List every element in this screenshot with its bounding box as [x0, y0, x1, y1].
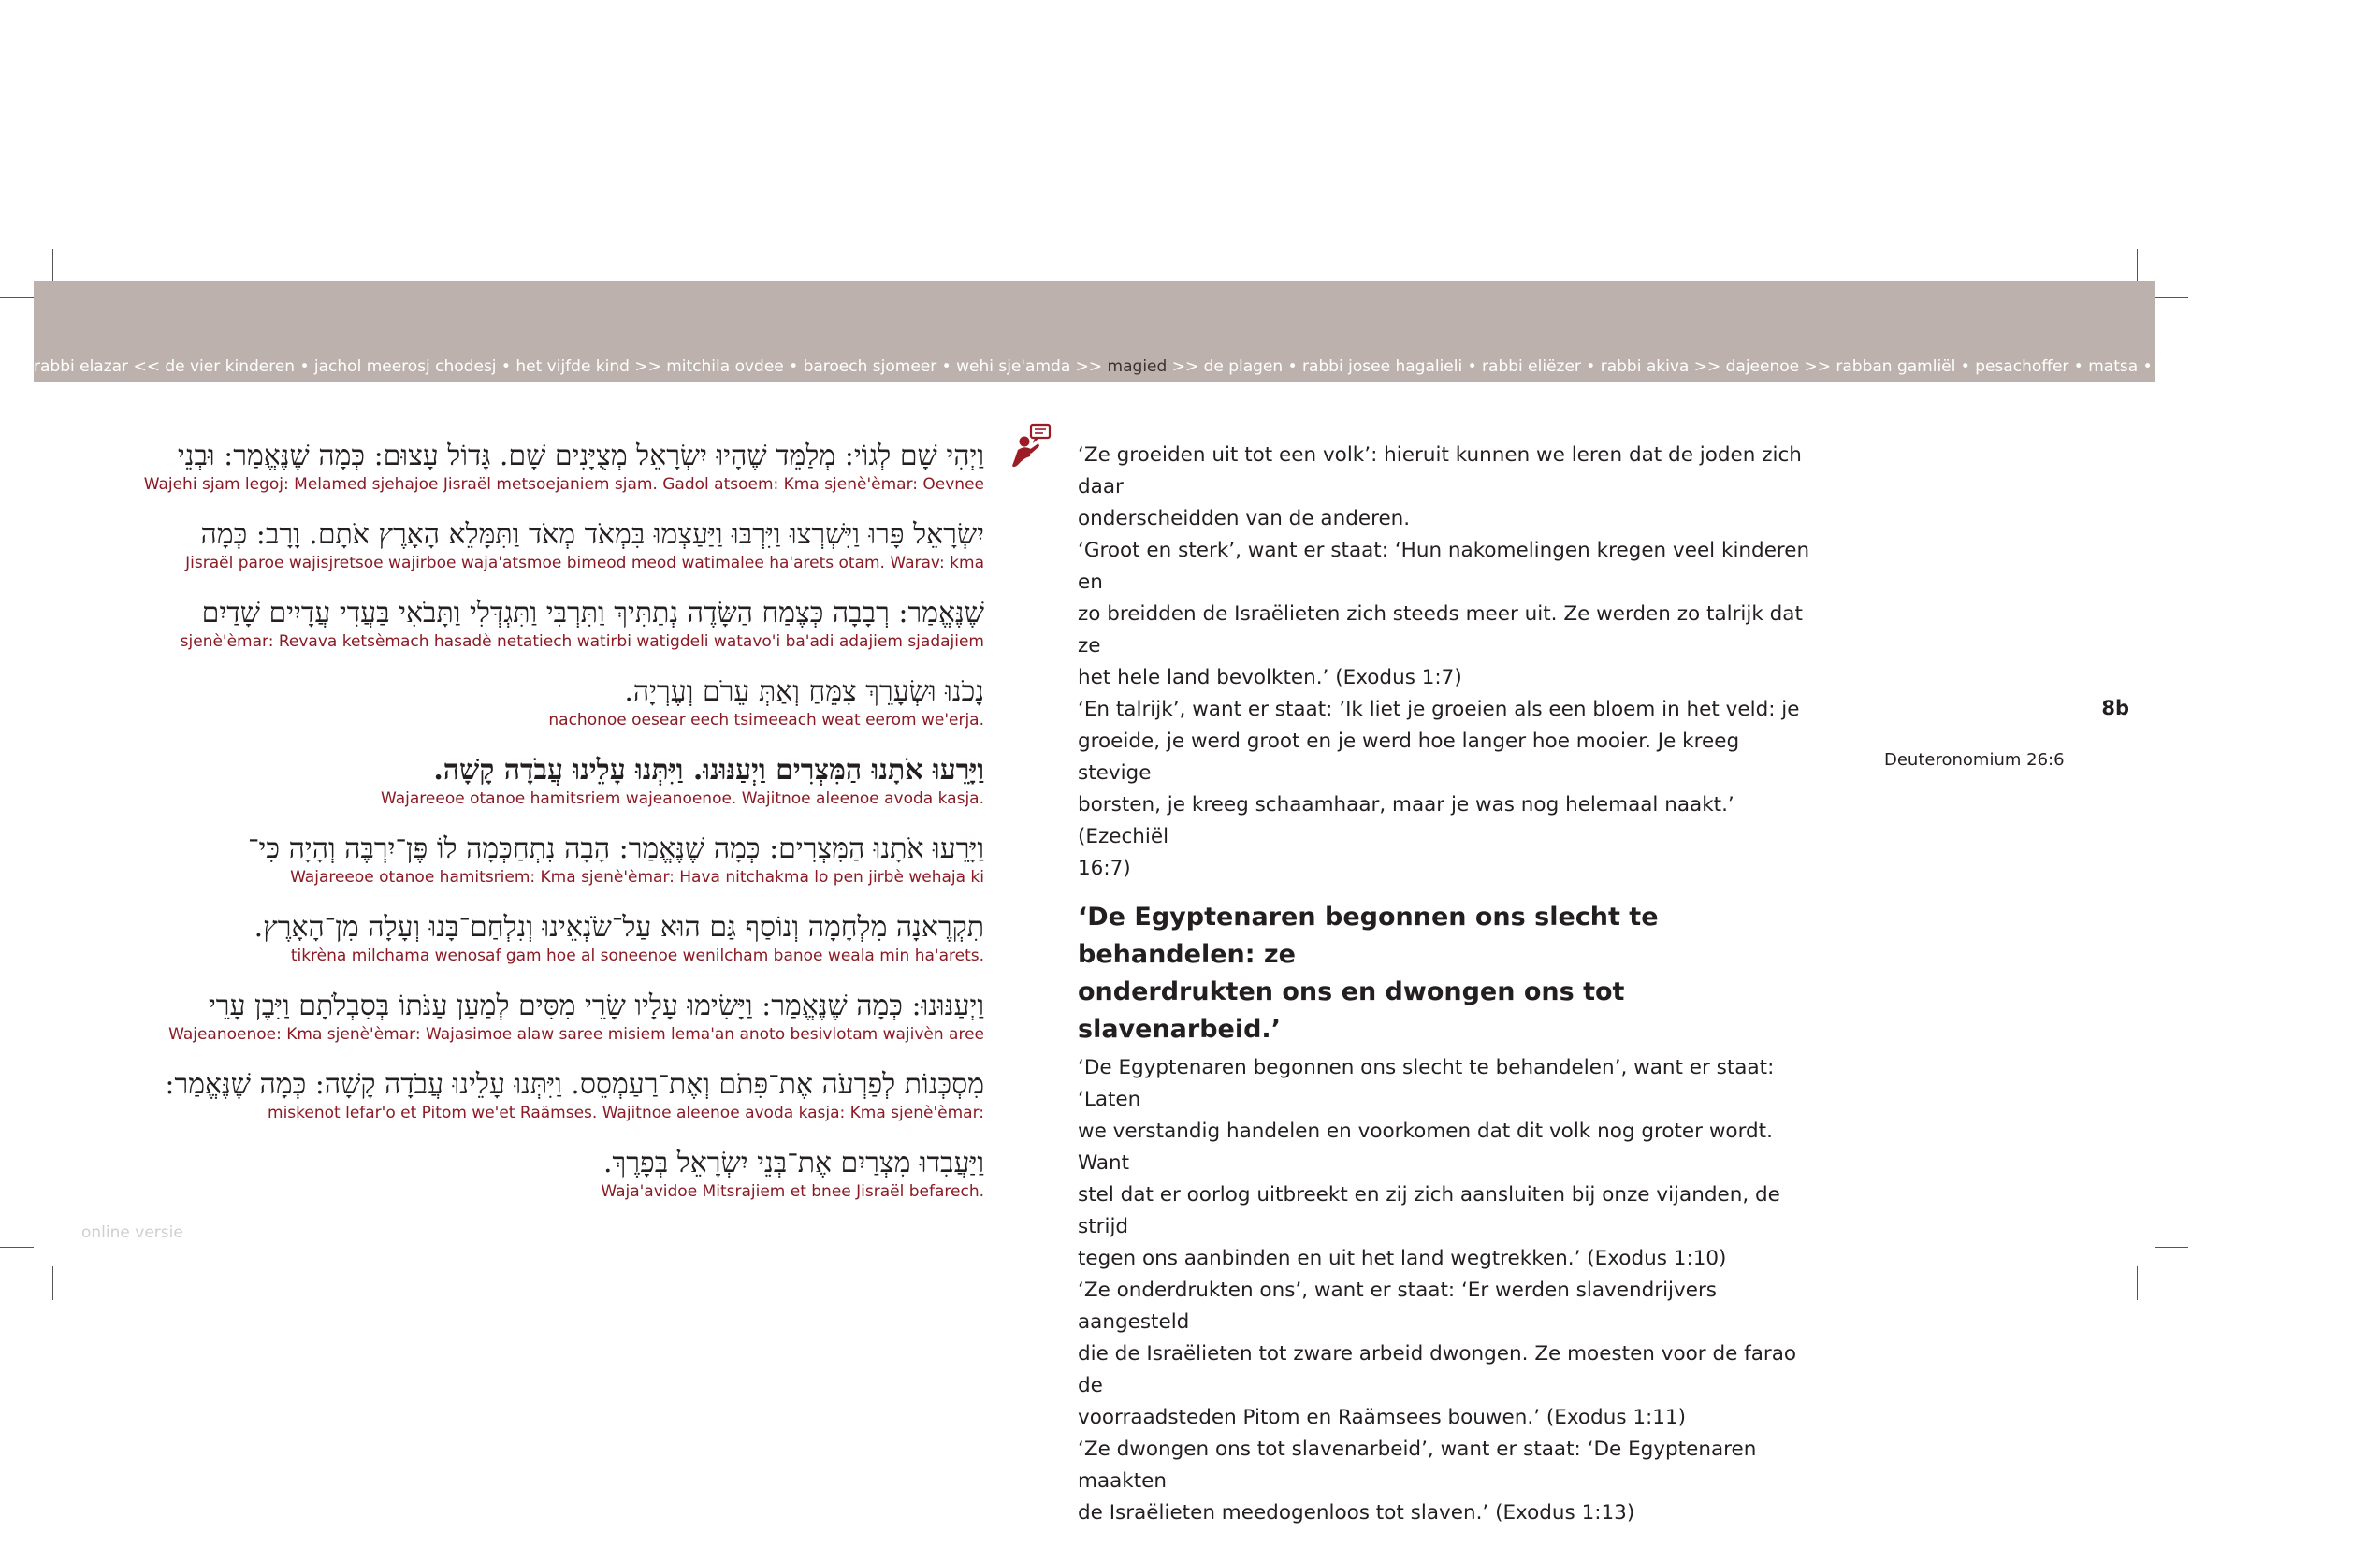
hebrew-line: תִקְרֶאנָה מִלְחָמָה וְנוֹסַף גַּם הוּא עַל־שֹׂנְאֵינוּ וְנִלְחַם־בָּנוּ וְעָלָה מִן־הָאָרֶץ.: [254, 911, 984, 944]
verse-block: [94, 909, 984, 966]
hebrew-line: וַיְהִי שָׁם לְגוֹי: מְלַמֵּד שֶׁהָיוּ יִשְׂרָאֵל מְצֻיָּנִים שָׁם. גָּדוֹל עָצוּם: כְּמָה שֶׁנֶּאֱמַר: וּבְנֵי: [177, 440, 984, 472]
verse-block: [94, 516, 984, 573]
verse-block: [94, 595, 984, 652]
hebrew-text-column: [94, 438, 984, 1223]
crop-mark: [2155, 1247, 2188, 1248]
nav-before[interactable]: rabbi elazar << de vier kinderen • jachol meerosj chodesj • het vijfde kind >> mitchila ovdee • baroech sjomeer • wehi sje'amda >>: [34, 357, 1108, 376]
crop-mark: [2155, 297, 2188, 298]
hebrew-line: נָכֹנוּ וּשְׂעָרֵךְ צִמֵּחַ וְאַתְּ עֵרֹם וְעֶרְיָה.: [624, 675, 984, 708]
text-line: 16:7): [1078, 857, 1131, 880]
text-line: die de Israëlieten tot zware arbeid dwongen. Ze moesten voor de farao de: [1078, 1342, 1797, 1397]
text-line: stel dat er oorlog uitbreekt en zij zich aansluiten bij onze vijanden, de strijd: [1078, 1183, 1780, 1238]
text-line: ‘De Egyptenaren begonnen ons slecht te behandelen’, want er staat: ‘Laten: [1078, 1056, 1775, 1111]
hebrew-line: וַיַּעֲבִדוּ מִצְרַיִם אֶת־בְּנֵי יִשְׂרָאֵל בְּפָרֶךְ.: [603, 1147, 984, 1179]
text-line: ‘Groot en sterk’, want er staat: ‘Hun nakomelingen kregen veel kinderen en: [1078, 539, 1810, 594]
crop-mark: [52, 1266, 53, 1300]
text-line: ‘Ze onderdrukten ons’, want er staat: ‘Er werden slavendrijvers aangesteld: [1078, 1279, 1718, 1334]
online-version-note: online versie: [81, 1223, 183, 1242]
nav-current-section[interactable]: magied: [1107, 357, 1168, 376]
section-heading: [1078, 899, 1817, 1048]
scripture-reference: Deuteronomium 26:6: [1884, 750, 2065, 770]
text-line: zo breidden de Israëlieten zich steeds meer uit. Ze werden zo talrijk dat ze: [1078, 602, 1803, 658]
transliteration-line: nachonoe oesear eech tsimeeach weat eerom we'erja.: [548, 711, 984, 730]
transliteration-line: Wajareeoe otanoe hamitsriem wajeanoenoe. Wajitnoe aleenoe avoda kasja.: [381, 789, 984, 808]
transliteration-line: Waja'avidoe Mitsrajiem et bnee Jisraël befarech.: [601, 1182, 984, 1201]
text-line: ‘En talrijk’, want er staat: ’Ik liet je groeien als een bloem in het veld: je: [1078, 698, 1800, 721]
text-line: we verstandig handelen en voorkomen dat dit volk nog groter wordt. Want: [1078, 1120, 1773, 1175]
crop-mark: [0, 297, 34, 298]
text-line: het hele land bevolkten.’ (Exodus 1:7): [1078, 666, 1462, 689]
transliteration-line: Wajareeoe otanoe hamitsriem: Kma sjenè'èmar: Hava nitchakma lo pen jirbè wehaja ki: [290, 868, 984, 887]
transliteration-line: sjenè'èmar: Revava ketsèmach hasadè netatiech watirbi watigdeli watavo'i ba'adi adajiem sjadajiem: [180, 632, 984, 651]
text-line: ‘Ze dwongen ons tot slavenarbeid’, want er staat: ‘De Egyptenaren maakten: [1078, 1438, 1757, 1493]
transliteration-line: tikrèna milchama wenosaf gam hoe al soneenoe wenilcham banoe weala min ha'arets.: [290, 947, 984, 965]
transliteration-line: Wajehi sjam legoj: Melamed sjehajoe Jisraël metsoejaniem sjam. Gadol atsoem: Kma sjenè'èmar: Oevnee: [143, 475, 984, 494]
hebrew-line: שֶׁנֶּאֱמַר: רְבָבָה כְּצֶמַח הַשָּׂדֶה נְתַתִּיךְ וַתִּרְבִּי וַתִּגְדְּלִי וַתָּבֹאִי בַּעֲדִי עֲדָיִים שָׁדַיִם: [201, 597, 984, 629]
crop-mark: [0, 1247, 34, 1248]
transliteration-line: Wajeanoenoe: Kma sjenè'èmar: Wajasimoe alaw saree misiem lema'an anoto besivlotam wajivèn aree: [168, 1025, 984, 1044]
verse-block: [94, 1066, 984, 1123]
person-speaking-icon: [1010, 423, 1057, 471]
nav-after[interactable]: >> de plagen • rabbi josee hagalieli • rabbi eliëzer • rabbi akiva >> dajeenoe >> rabban gamliël • pesachoffer • matsa • maror >> bechol dor wador: [1167, 357, 2380, 376]
hebrew-line: וַיְעַנּוּנוּ: כְּמָה שֶׁנֶּאֱמַר: וַיָּשִׂימוּ עָלָיו שָׂרֵי מִסִּים לְמַעַן עַנֹּתוֹ בְּסִבְלֹתָם וַיִּבֶן עָרֵי: [208, 990, 984, 1022]
text-line: groeide, je werd groot en je werd hoe langer hoe mooier. Je kreeg stevige: [1078, 730, 1740, 785]
text-line: voorraadsteden Pitom en Raämsees bouwen.’ (Exodus 1:11): [1078, 1406, 1687, 1429]
text-line: ‘Ze groeiden uit tot een volk’: hieruit kunnen we leren dat de joden zich daar: [1078, 443, 1802, 499]
crop-mark: [2137, 1266, 2138, 1300]
commentary-paragraph: [1078, 440, 1817, 885]
verse-block: [94, 673, 984, 730]
crop-mark: [52, 249, 53, 282]
hebrew-line: וַיָּרֵעוּ אֹתָנוּ הַמִּצְרִים: כְּמָה שֶׁנֶּאֱמַר: הָבָה נִתְחַכְּמָה לוֹ פֶּן־יִרְבֶּה וְהָיָה כִּי־: [248, 832, 984, 865]
dutch-commentary: [1078, 440, 1817, 1529]
text-line: ‘De Egyptenaren begonnen ons slecht te behandelen: ze: [1078, 903, 1659, 969]
verse-block: [94, 831, 984, 888]
crop-mark: [2137, 249, 2138, 282]
text-line: de Israëlieten meedogenloos tot slaven.’ (Exodus 1:13): [1078, 1501, 1635, 1525]
page-number: 8b: [2101, 697, 2129, 719]
text-line: borsten, je kreeg schaamhaar, maar je was nog helemaal naakt.’ (Ezechiël: [1078, 793, 1734, 848]
hebrew-line: יִשְׂרָאֵל פָּרוּ וַיִּשְׁרְצוּ וַיִּרְבּוּ וַיַּעַצְמוּ בִּמְאֹד מְאֹד וַתִּמָּלֵא הָאָרֶץ אֹתָם. וָרָב: כְּמָה: [200, 518, 984, 551]
verse-block: [94, 1145, 984, 1202]
commentary-paragraph: [1078, 1052, 1817, 1529]
text-line: tegen ons aanbinden en uit het land wegtrekken.’ (Exodus 1:10): [1078, 1247, 1727, 1270]
section-navigation: [34, 356, 2380, 377]
transliteration-line: Jisraël paroe wajisjretsoe wajirboe waja'atsmoe bimeod meod watimalee ha'arets otam. Warav: kma: [185, 554, 984, 572]
transliteration-line: miskenot lefar'o et Pitom we'et Raämses. Wajitnoe aleenoe avoda kasja: Kma sjenè'èmar:: [268, 1104, 984, 1122]
text-line: onderdrukten ons en dwongen ons tot slavenarbeid.’: [1078, 977, 1625, 1044]
verse-block: [94, 752, 984, 809]
hebrew-line: וַיָּרֵעוּ אֹתָנוּ הַמִּצְרִים וַיְעַנּוּנוּ. וַיִּתְּנוּ עָלֵינוּ עֲבֹדָה קָשָׁה.: [433, 754, 984, 787]
verse-block: [94, 438, 984, 495]
text-line: onderscheidden van de anderen.: [1078, 507, 1411, 530]
hebrew-line: מִסְכְּנוֹת לְפַרְעֹה אֶת־פִּתֹם וְאֶת־רַעַמְסֵס. וַיִּתְּנוּ עָלֵינוּ עֲבֹדָה קָשָׁה: כְּמָה שֶׁנֶּאֱמַר:: [165, 1068, 984, 1101]
verse-block: [94, 988, 984, 1045]
